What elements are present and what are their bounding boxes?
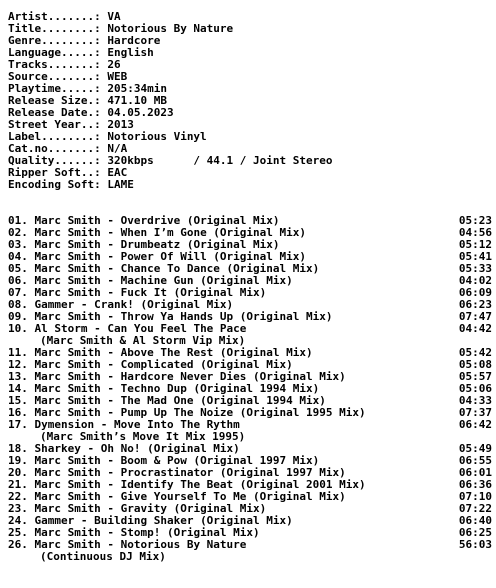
track-duration: 06:25 <box>458 526 492 539</box>
info-label: Language.....: <box>8 46 108 59</box>
track-title: Marc Smith - Give Yourself To Me (Original Mix) <box>34 491 346 503</box>
track-duration: 06:36 <box>458 478 492 491</box>
track-number: 23. <box>8 503 28 515</box>
track-number: 07. <box>8 287 28 299</box>
track-entry <box>8 287 459 299</box>
release-info-block <box>8 11 492 191</box>
track-entry <box>8 467 459 479</box>
track-duration: 05:23 <box>458 214 492 227</box>
track-title: Sharkey - Oh No! (Original Mix) <box>34 443 240 455</box>
track-entry <box>8 527 459 539</box>
track-entry <box>8 383 459 395</box>
track-row <box>8 491 492 503</box>
track-title: Marc Smith - Overdrive (Original Mix) <box>34 215 280 227</box>
track-entry <box>8 239 459 251</box>
track-row <box>8 239 492 251</box>
track-entry <box>8 479 459 491</box>
info-label: Playtime.....: <box>8 82 108 95</box>
track-entry <box>8 215 459 227</box>
track-title: Marc Smith - Procrastinator (Original 1997 Mix) <box>34 467 346 479</box>
track-entry <box>8 311 459 323</box>
track-title: Marc Smith - Notorious By Nature <box>34 539 247 551</box>
track-entry <box>8 503 459 515</box>
track-duration: 05:49 <box>458 442 492 455</box>
track-row <box>8 347 492 359</box>
track-number: 21. <box>8 479 28 491</box>
track-duration: 05:08 <box>458 358 492 371</box>
info-label: Encoding Soft: <box>8 178 108 191</box>
track-row <box>8 527 492 539</box>
track-duration: 07:37 <box>458 406 492 419</box>
track-row <box>8 515 492 527</box>
info-value: EAC <box>107 166 128 179</box>
track-row <box>8 275 492 287</box>
track-row <box>8 443 492 455</box>
track-row <box>8 383 492 395</box>
track-duration: 06:01 <box>458 466 492 479</box>
section-spacer <box>8 191 492 215</box>
track-duration: 56:03 <box>458 538 492 551</box>
track-duration: 05:33 <box>458 262 492 275</box>
track-duration: 07:10 <box>458 490 492 503</box>
track-entry <box>8 515 459 527</box>
info-label: Source.......: <box>8 70 108 83</box>
track-subtitle-row <box>8 551 492 563</box>
track-subtitle: (Marc Smith & Al Storm Vip Mix) <box>40 334 246 347</box>
track-duration: 05:42 <box>458 346 492 359</box>
track-duration: 05:06 <box>458 382 492 395</box>
info-label: Ripper Soft..: <box>8 166 108 179</box>
track-entry <box>8 251 459 263</box>
track-entry <box>8 491 459 503</box>
info-row <box>8 179 492 191</box>
info-value: 04.05.2023 <box>107 106 174 119</box>
track-number: 11. <box>8 347 28 359</box>
track-title: Dymension - Move Into The Rythm <box>34 419 240 431</box>
track-title: Marc Smith - Techno Dup (Original 1994 Mix) <box>34 383 320 395</box>
track-row <box>8 215 492 227</box>
track-title: Marc Smith - Pump Up The Noize (Original 1995 Mix) <box>34 407 366 419</box>
track-number: 20. <box>8 467 28 479</box>
track-entry <box>8 359 459 371</box>
track-duration: 07:22 <box>458 502 492 515</box>
track-row <box>8 299 492 311</box>
track-number: 04. <box>8 251 28 263</box>
info-value: 320kbps / 44.1 / Joint Stereo <box>107 154 333 167</box>
tracklist <box>8 215 492 563</box>
info-label: Genre........: <box>8 34 108 47</box>
track-entry <box>8 347 459 359</box>
track-number: 05. <box>8 263 28 275</box>
track-row <box>8 227 492 239</box>
track-subtitle: (Continuous DJ Mix) <box>40 550 166 563</box>
track-row <box>8 359 492 371</box>
info-value: 2013 <box>107 118 134 131</box>
track-row <box>8 455 492 467</box>
track-number: 13. <box>8 371 28 383</box>
track-entry <box>8 443 459 455</box>
track-title: Marc Smith - Identify The Beat (Original 2001 Mix) <box>34 479 366 491</box>
info-value: 471.10 MB <box>107 94 167 107</box>
track-number: 14. <box>8 383 28 395</box>
track-duration: 06:40 <box>458 514 492 527</box>
track-duration: 05:41 <box>458 250 492 263</box>
track-subtitle: (Marc Smith’s Move It Mix 1995) <box>40 430 246 443</box>
track-title: Marc Smith - Stomp! (Original Mix) <box>34 527 260 539</box>
info-value: N/A <box>107 142 128 155</box>
track-number: 26. <box>8 539 28 551</box>
info-label: Street Year..: <box>8 118 108 131</box>
track-entry <box>8 407 459 419</box>
track-number: 19. <box>8 455 28 467</box>
track-number: 15. <box>8 395 28 407</box>
nfo-document <box>8 11 492 563</box>
track-number: 03. <box>8 239 28 251</box>
track-title: Marc Smith - When I’m Gone (Original Mix) <box>34 227 307 239</box>
track-title: Marc Smith - Throw Ya Hands Up (Original Mix) <box>34 311 333 323</box>
track-row <box>8 395 492 407</box>
track-title: Marc Smith - Power Of Will (Original Mix) <box>34 251 307 263</box>
track-duration: 04:02 <box>458 274 492 287</box>
track-entry <box>8 275 459 287</box>
track-title: Gammer - Building Shaker (Original Mix) <box>34 515 293 527</box>
info-value: WEB <box>107 70 128 83</box>
track-title: Marc Smith - Fuck It (Original Mix) <box>34 287 267 299</box>
track-row <box>8 503 492 515</box>
info-label: Title........: <box>8 22 108 35</box>
track-duration: 06:55 <box>458 454 492 467</box>
track-number: 18. <box>8 443 28 455</box>
track-duration: 04:56 <box>458 226 492 239</box>
track-number: 08. <box>8 299 28 311</box>
track-title: Gammer - Crank! (Original Mix) <box>34 299 234 311</box>
track-title: Marc Smith - Drumbeatz (Original Mix) <box>34 239 280 251</box>
info-label: Label........: <box>8 130 108 143</box>
track-duration: 05:57 <box>458 370 492 383</box>
info-label: Tracks.......: <box>8 58 108 71</box>
track-title: Marc Smith - Machine Gun (Original Mix) <box>34 275 293 287</box>
track-row <box>8 479 492 491</box>
track-row <box>8 311 492 323</box>
track-title: Marc Smith - Boom & Pow (Original 1997 Mix) <box>34 455 320 467</box>
track-duration: 05:12 <box>458 238 492 251</box>
info-label: Release Size.: <box>8 94 108 107</box>
info-label: Quality......: <box>8 154 108 167</box>
track-row <box>8 263 492 275</box>
info-value: 26 <box>107 58 121 71</box>
track-duration: 07:47 <box>458 310 492 323</box>
track-number: 22. <box>8 491 28 503</box>
track-entry <box>8 371 459 383</box>
info-value: 205:34min <box>107 82 167 95</box>
track-number: 12. <box>8 359 28 371</box>
info-value: Notorious Vinyl <box>107 130 207 143</box>
info-value: LAME <box>107 178 134 191</box>
track-title: Marc Smith - Gravity (Original Mix) <box>34 503 267 515</box>
track-duration: 06:09 <box>458 286 492 299</box>
track-title: Marc Smith - Chance To Dance (Original Mix) <box>34 263 320 275</box>
track-title: Marc Smith - Complicated (Original Mix) <box>34 359 293 371</box>
track-duration: 06:42 <box>458 418 492 431</box>
track-entry <box>8 455 459 467</box>
track-subtitle-row <box>8 431 492 443</box>
track-title: Al Storm - Can You Feel The Pace <box>34 323 247 335</box>
track-title: Marc Smith - Hardcore Never Dies (Original Mix) <box>34 371 346 383</box>
track-duration: 06:23 <box>458 298 492 311</box>
track-row <box>8 251 492 263</box>
track-row <box>8 287 492 299</box>
track-subtitle-row <box>8 335 492 347</box>
info-value: Notorious By Nature <box>107 22 234 35</box>
track-number: 02. <box>8 227 28 239</box>
track-number: 24. <box>8 515 28 527</box>
info-label: Artist.......: <box>8 10 108 23</box>
track-entry <box>8 395 459 407</box>
track-number: 25. <box>8 527 28 539</box>
track-duration: 04:42 <box>458 322 492 335</box>
track-entry <box>8 227 459 239</box>
track-row <box>8 371 492 383</box>
track-number: 10. <box>8 323 28 335</box>
track-title: Marc Smith - Above The Rest (Original Mix) <box>34 347 313 359</box>
track-row <box>8 467 492 479</box>
track-entry <box>8 299 459 311</box>
track-number: 16. <box>8 407 28 419</box>
info-value: VA <box>107 10 121 23</box>
track-number: 06. <box>8 275 28 287</box>
info-value: Hardcore <box>107 34 161 47</box>
track-number: 01. <box>8 215 28 227</box>
track-duration: 04:33 <box>458 394 492 407</box>
info-label: Cat.no.......: <box>8 142 108 155</box>
info-value: English <box>107 46 154 59</box>
track-number: 09. <box>8 311 28 323</box>
track-number: 17. <box>8 419 28 431</box>
info-label: Release Date.: <box>8 106 108 119</box>
track-title: Marc Smith - The Mad One (Original 1994 Mix) <box>34 395 326 407</box>
track-row <box>8 407 492 419</box>
track-entry <box>8 263 459 275</box>
